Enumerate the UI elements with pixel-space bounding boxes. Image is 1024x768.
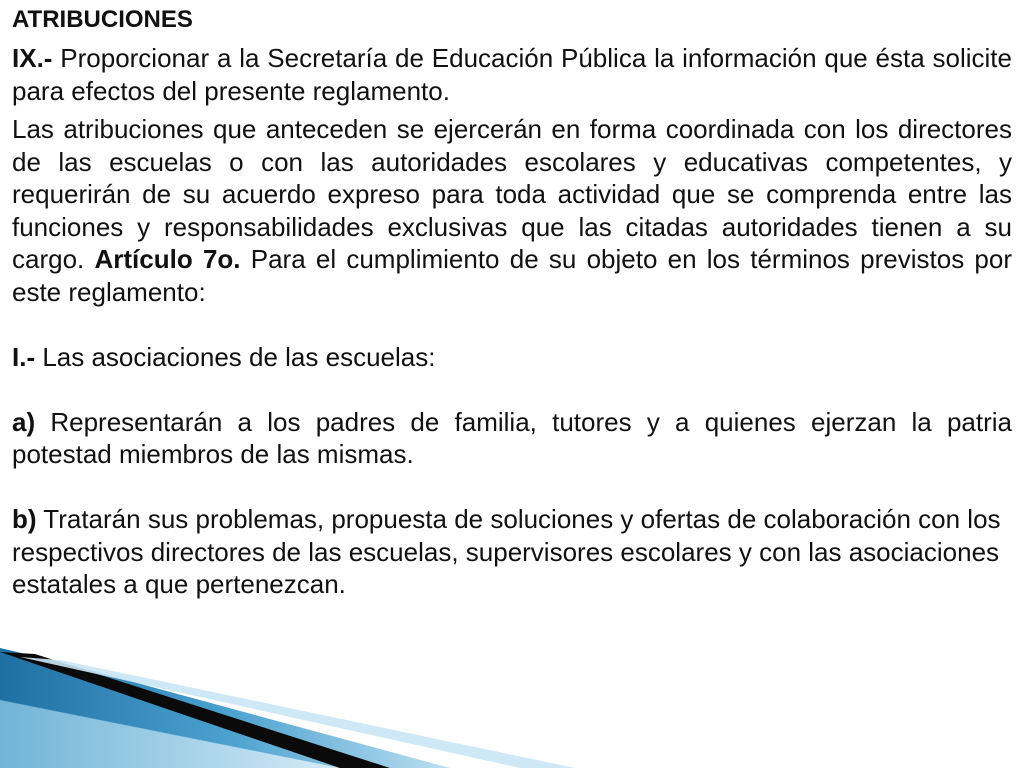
item-a-text: Representarán a los padres de familia, tutores y a quienes ejerzan la patria potestad miembros de las mismas.: [12, 406, 1012, 469]
article-7-text: Para el cumplimiento de su objeto en los términos previstos por este reglamento:: [12, 244, 1012, 307]
item-ix-label: IX.-: [12, 43, 53, 73]
atribuciones-text: Las atribuciones que anteceden se ejercerán en forma coordinada con los directores de las escuelas o con las autoridades escolares y educativas competentes, y requerirán de su acuerdo expreso para toda actividad que se comprenda entre las funciones y responsabilidades exclusivas que las citadas autoridades tienen a su cargo.: [12, 114, 1012, 274]
item-i-text: Las asociaciones de las escuelas:: [35, 341, 436, 372]
item-i-label: I.-: [12, 341, 36, 372]
article-7-label: Artículo 7o.: [94, 244, 241, 274]
slide-title: ATRIBUCIONES: [12, 6, 193, 33]
item-a-label: a): [12, 406, 36, 437]
item-b-label: b): [12, 504, 37, 534]
item-ix-text: Proporcionar a la Secretaría de Educación Pública la información que ésta solicite para efectos del presente reglamento.: [12, 43, 1012, 106]
item-b-text: Tratarán sus problemas, propuesta de soluciones y ofertas de colaboración con los respectivos directores de las escuelas, supervisores escolares y con las asociaciones estatales a que pertenezcan.: [12, 504, 1001, 599]
